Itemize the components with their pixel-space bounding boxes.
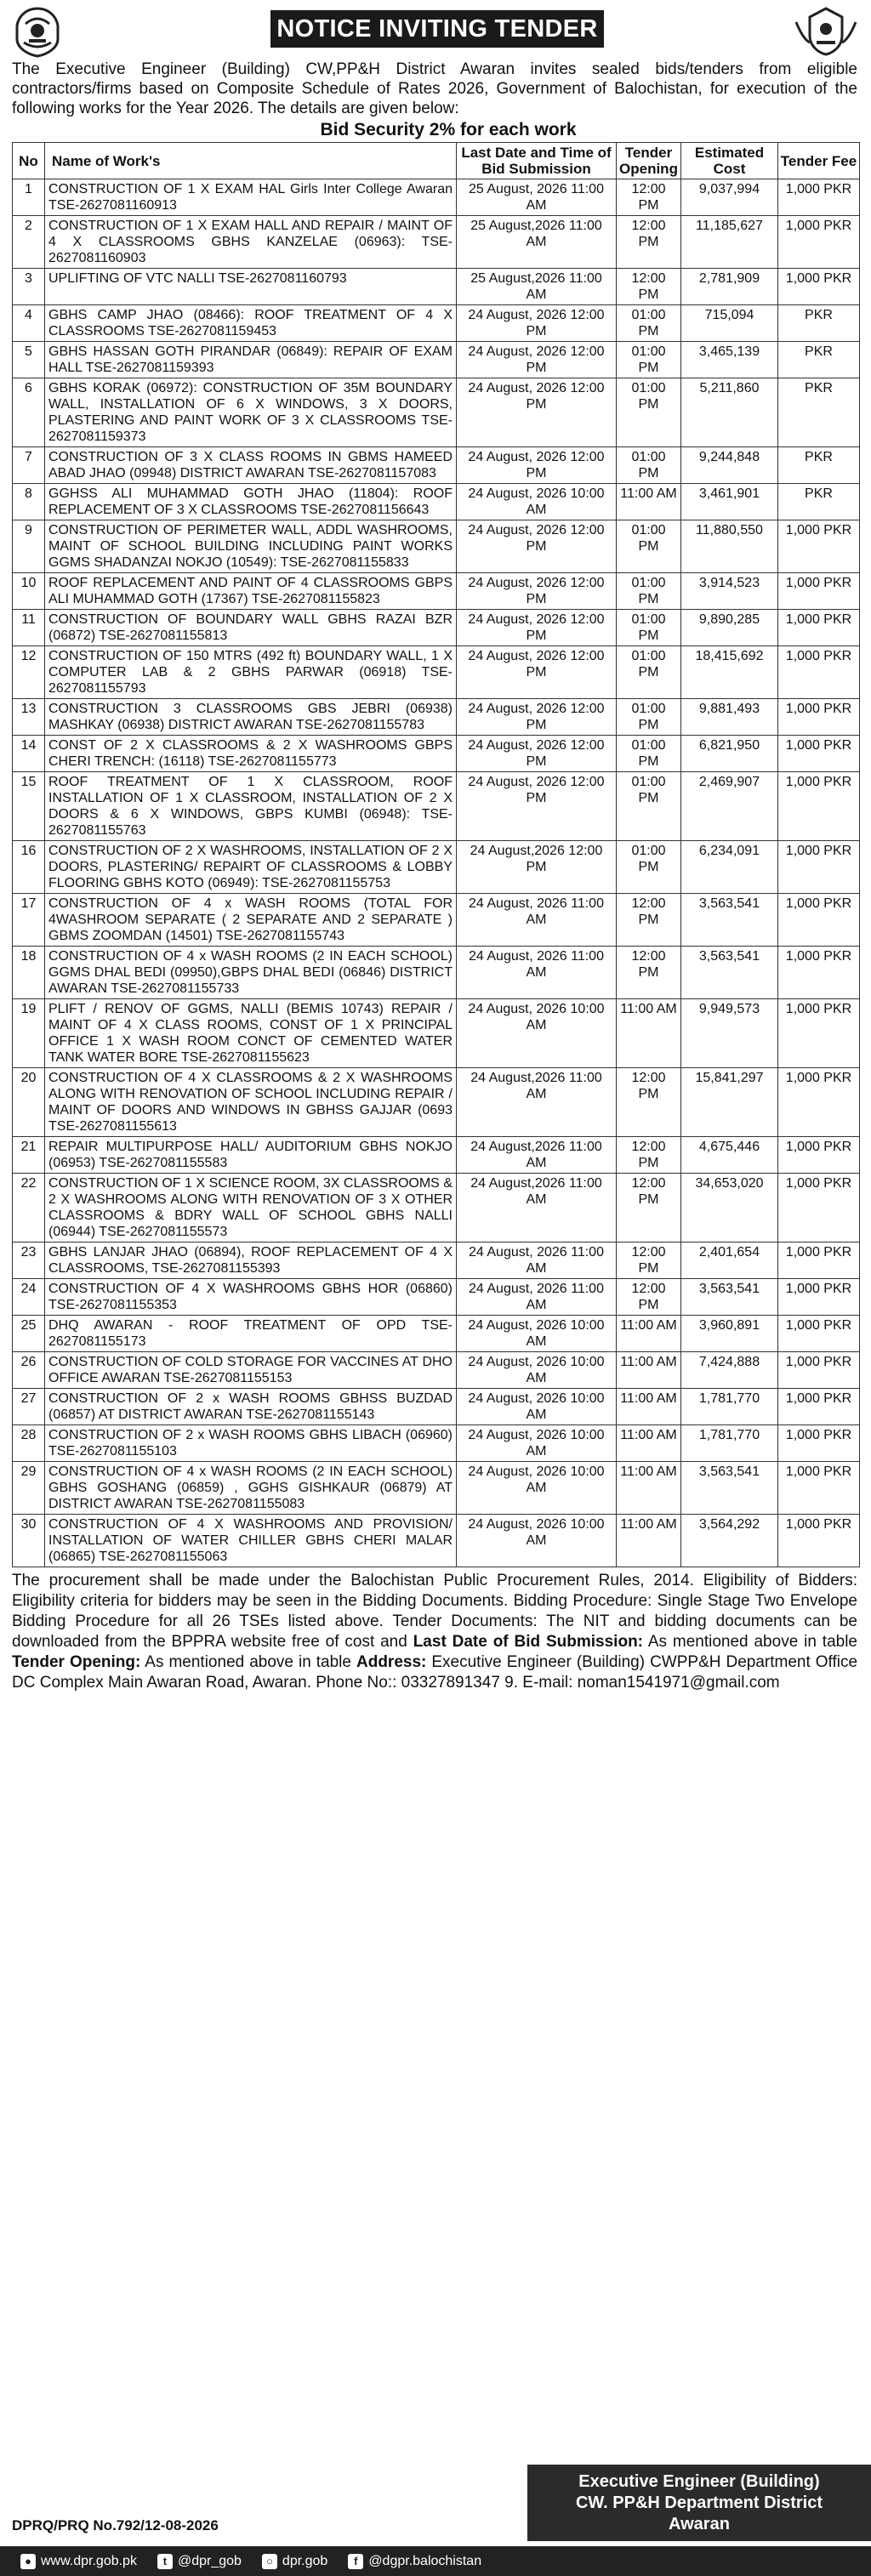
row-tender-fee: 1,000 PKR	[778, 610, 860, 646]
col-header-fee: Tender Fee	[778, 143, 860, 179]
row-tender-fee: 1,000 PKR	[778, 520, 860, 573]
col-header-date: Last Date and Time of Bid Submission	[457, 143, 617, 179]
row-no: 30	[13, 1515, 45, 1567]
table-row	[13, 699, 860, 736]
row-opening-time: 01:00 PM	[617, 841, 681, 894]
row-tender-fee: PKR	[778, 378, 860, 447]
row-work-name: GBHS HASSAN GOTH PIRANDAR (06849): REPAIR OF EXAM HALL TSE-2627081159393	[45, 342, 457, 378]
row-tender-fee: 1,000 PKR	[778, 841, 860, 894]
table-row	[13, 1389, 860, 1425]
row-tender-fee: 1,000 PKR	[778, 216, 860, 269]
row-no: 18	[13, 947, 45, 999]
row-estimated-cost: 4,675,446	[681, 1137, 778, 1174]
row-work-name: CONSTRUCTION OF 3 X CLASS ROOMS IN GBMS HAMEED ABAD JHAO (09948) DISTRICT AWARAN TSE-2627081157083	[45, 447, 457, 484]
table-row	[13, 305, 860, 342]
row-opening-time: 01:00 PM	[617, 736, 681, 772]
row-estimated-cost: 5,211,860	[681, 378, 778, 447]
twitter-icon: t	[157, 2554, 173, 2569]
row-work-name: CONST OF 2 X CLASSROOMS & 2 X WASHROOMS GBPS CHERI TRENCH: (16118) TSE-2627081155773	[45, 736, 457, 772]
row-deadline: 24 August,2026 11:00 AM	[457, 1068, 617, 1137]
row-estimated-cost: 6,234,091	[681, 841, 778, 894]
row-tender-fee: PKR	[778, 305, 860, 342]
col-header-name: Name of Work's	[45, 143, 457, 179]
row-estimated-cost: 3,563,541	[681, 1279, 778, 1316]
row-deadline: 24 August, 2026 12:00 PM	[457, 772, 617, 841]
row-no: 25	[13, 1316, 45, 1352]
table-row	[13, 1316, 860, 1352]
table-row	[13, 772, 860, 841]
row-opening-time: 12:00 PM	[617, 216, 681, 269]
row-work-name: CONSTRUCTION OF 150 MTRS (492 ft) BOUNDARY WALL, 1 X COMPUTER LAB & 2 GBHS PARWAR (06918) TSE-2627081155793	[45, 646, 457, 699]
row-opening-time: 01:00 PM	[617, 342, 681, 378]
table-row	[13, 610, 860, 646]
facebook-icon: f	[348, 2554, 363, 2569]
row-work-name: UPLIFTING OF VTC NALLI TSE-2627081160793	[45, 269, 457, 305]
tender-table-body	[13, 179, 860, 1567]
row-tender-fee: 1,000 PKR	[778, 179, 860, 216]
row-opening-time: 12:00 PM	[617, 1068, 681, 1137]
website-text: www.dpr.gob.pk	[41, 2553, 137, 2568]
intro-paragraph: The Executive Engineer (Building) CW,PP&H District Awaran invites sealed bids/tenders from eligible contractors/firms based on Composite Schedule of Rates 2026, Government of Balochistan, for execution of the following works for the Year 2026. The details are given below:	[12, 60, 857, 117]
row-estimated-cost: 6,821,950	[681, 736, 778, 772]
table-row	[13, 520, 860, 573]
row-estimated-cost: 9,949,573	[681, 999, 778, 1068]
row-tender-fee: 1,000 PKR	[778, 1462, 860, 1515]
row-estimated-cost: 9,881,493	[681, 699, 778, 736]
table-row	[13, 1137, 860, 1174]
row-work-name: CONSTRUCTION OF PERIMETER WALL, ADDL WASHROOMS, MAINT OF SCHOOL BUILDING INCLUDING PAINT WORKS GGMS SHADANZAI NOKJO (10549): TSE-2627081155833	[45, 520, 457, 573]
row-tender-fee: 1,000 PKR	[778, 1279, 860, 1316]
row-tender-fee: 1,000 PKR	[778, 1316, 860, 1352]
row-deadline: 24 August, 2026 11:00 AM	[457, 1243, 617, 1279]
row-deadline: 25 August,2026 11:00 AM	[457, 269, 617, 305]
row-deadline: 24 August, 2026 12:00 PM	[457, 699, 617, 736]
row-estimated-cost: 2,401,654	[681, 1243, 778, 1279]
row-work-name: DHQ AWARAN - ROOF TREATMENT OF OPD TSE-2627081155173	[45, 1316, 457, 1352]
facebook-text: @dgpr.balochistan	[368, 2553, 482, 2568]
row-tender-fee: 1,000 PKR	[778, 699, 860, 736]
page-title: NOTICE INVITING TENDER	[270, 10, 604, 48]
row-estimated-cost: 3,563,541	[681, 1462, 778, 1515]
row-opening-time: 12:00 PM	[617, 1174, 681, 1243]
row-opening-time: 11:00 AM	[617, 1425, 681, 1462]
table-row	[13, 947, 860, 999]
row-deadline: 24 August, 2026 10:00 AM	[457, 999, 617, 1068]
row-estimated-cost: 15,841,297	[681, 1068, 778, 1137]
table-row	[13, 1174, 860, 1243]
row-no: 8	[13, 484, 45, 520]
row-opening-time: 01:00 PM	[617, 699, 681, 736]
row-work-name: CONSTRUCTION OF 4 x WASH ROOMS (2 IN EACH SCHOOL) GBHS GOSHANG (06859) , GGHS GISHKAUR (06879) AT DISTRICT AWARAN TSE-2627081155083	[45, 1462, 457, 1515]
row-no: 28	[13, 1425, 45, 1462]
row-no: 20	[13, 1068, 45, 1137]
row-tender-fee: 1,000 PKR	[778, 947, 860, 999]
row-work-name: CONSTRUCTION OF 1 X SCIENCE ROOM, 3X CLASSROOMS & 2 X WASHROOMS ALONG WITH RENOVATION OF 3 X OTHER CLASSROOMS & BDRY WALL OF SCHOOL GBHS NALLI (06944) TSE-2627081155573	[45, 1174, 457, 1243]
tender-opening-value: As mentioned above in table	[145, 1653, 351, 1671]
row-work-name: CONSTRUCTION OF 2 x WASH ROOMS GBHSS BUZDAD (06857) AT DISTRICT AWARAN TSE-2627081155143	[45, 1389, 457, 1425]
row-estimated-cost: 9,244,848	[681, 447, 778, 484]
row-no: 14	[13, 736, 45, 772]
row-opening-time: 01:00 PM	[617, 772, 681, 841]
row-no: 21	[13, 1137, 45, 1174]
government-crest-icon	[791, 5, 861, 58]
row-tender-fee: 1,000 PKR	[778, 999, 860, 1068]
row-tender-fee: 1,000 PKR	[778, 1389, 860, 1425]
row-deadline: 24 August, 2026 12:00 PM	[457, 646, 617, 699]
row-deadline: 24 August, 2026 10:00 AM	[457, 1462, 617, 1515]
row-tender-fee: 1,000 PKR	[778, 269, 860, 305]
table-row	[13, 646, 860, 699]
row-opening-time: 01:00 PM	[617, 447, 681, 484]
row-tender-fee: PKR	[778, 484, 860, 520]
table-row	[13, 1515, 860, 1567]
row-work-name: CONSTRUCTION OF 2 X WASHROOMS, INSTALLATION OF 2 X DOORS, PLASTERING/ REPAIRT OF CLASSROOMS & LOBBY FLOORING GBHS KOTO (06949): TSE-2627081155753	[45, 841, 457, 894]
row-tender-fee: 1,000 PKR	[778, 1352, 860, 1389]
row-tender-fee: 1,000 PKR	[778, 772, 860, 841]
row-deadline: 24 August, 2026 10:00 AM	[457, 1389, 617, 1425]
table-row	[13, 342, 860, 378]
row-no: 10	[13, 573, 45, 610]
row-opening-time: 11:00 AM	[617, 484, 681, 520]
row-tender-fee: 1,000 PKR	[778, 1137, 860, 1174]
row-no: 24	[13, 1279, 45, 1316]
row-no: 5	[13, 342, 45, 378]
row-estimated-cost: 3,914,523	[681, 573, 778, 610]
row-opening-time: 12:00 PM	[617, 894, 681, 947]
row-deadline: 25 August,2026 11:00 AM	[457, 216, 617, 269]
row-estimated-cost: 34,653,020	[681, 1174, 778, 1243]
row-opening-time: 12:00 PM	[617, 1279, 681, 1316]
row-work-name: CONSTRUCTION 3 CLASSROOMS GBS JEBRI (06938) MASHKAY (06938) DISTRICT AWARAN TSE-2627081155783	[45, 699, 457, 736]
row-tender-fee: 1,000 PKR	[778, 1425, 860, 1462]
row-deadline: 24 August, 2026 12:00 PM	[457, 520, 617, 573]
row-opening-time: 01:00 PM	[617, 646, 681, 699]
footer-paragraph	[0, 1567, 871, 1693]
row-work-name: GGHSS ALI MUHAMMAD GOTH JHAO (11804): ROOF REPLACEMENT OF 3 X CLASSROOMS TSE-2627081156643	[45, 484, 457, 520]
row-no: 26	[13, 1352, 45, 1389]
row-work-name: CONSTRUCTION OF 1 X EXAM HAL Girls Inter College Awaran TSE-2627081160913	[45, 179, 457, 216]
social-bar	[0, 2546, 871, 2576]
row-work-name: CONSTRUCTION OF BOUNDARY WALL GBHS RAZAI BZR (06872) TSE-2627081155813	[45, 610, 457, 646]
row-deadline: 24 August, 2026 12:00 PM	[457, 736, 617, 772]
row-work-name: CONSTRUCTION OF 4 x WASH ROOMS (2 IN EACH SCHOOL) GGMS DHAL BEDI (09950),GBPS DHAL BEDI (06846) DISTRICT AWARAN TSE-2627081155733	[45, 947, 457, 999]
row-opening-time: 11:00 AM	[617, 1316, 681, 1352]
last-date-value: As mentioned above in table	[647, 1633, 858, 1651]
row-opening-time: 12:00 PM	[617, 1243, 681, 1279]
row-no: 1	[13, 179, 45, 216]
table-row	[13, 1352, 860, 1389]
row-estimated-cost: 11,880,550	[681, 520, 778, 573]
row-opening-time: 01:00 PM	[617, 573, 681, 610]
row-deadline: 24 August,2026 11:00 AM	[457, 1174, 617, 1243]
row-tender-fee: 1,000 PKR	[778, 1174, 860, 1243]
row-opening-time: 11:00 AM	[617, 1515, 681, 1567]
row-opening-time: 11:00 AM	[617, 1462, 681, 1515]
globe-icon: ●	[20, 2554, 36, 2569]
row-opening-time: 01:00 PM	[617, 610, 681, 646]
row-work-name: CONSTRUCTION OF 4 X WASHROOMS GBHS HOR (06860) TSE-2627081155353	[45, 1279, 457, 1316]
table-row	[13, 1243, 860, 1279]
facebook-link[interactable]	[348, 2554, 481, 2569]
row-estimated-cost: 7,424,888	[681, 1352, 778, 1389]
col-header-cost: Estimated Cost	[681, 143, 778, 179]
table-row	[13, 179, 860, 216]
row-no: 11	[13, 610, 45, 646]
row-deadline: 24 August,2026 11:00 AM	[457, 1137, 617, 1174]
row-estimated-cost: 1,781,770	[681, 1425, 778, 1462]
row-estimated-cost: 3,960,891	[681, 1316, 778, 1352]
table-row	[13, 1462, 860, 1515]
row-tender-fee: 1,000 PKR	[778, 573, 860, 610]
table-header-row	[13, 143, 860, 179]
row-work-name: ROOF TREATMENT OF 1 X CLASSROOM, ROOF INSTALLATION OF 1 X CLASSROOM, INSTALLATION OF 2 X DOORS & 6 X WINDOWS, GBPS KUMBI (06948): TSE-2627081155763	[45, 772, 457, 841]
tender-table	[12, 142, 860, 1567]
table-row	[13, 216, 860, 269]
table-row	[13, 736, 860, 772]
row-deadline: 24 August, 2026 10:00 AM	[457, 1425, 617, 1462]
table-row	[13, 1068, 860, 1137]
signature-block	[527, 2465, 871, 2541]
row-tender-fee: 1,000 PKR	[778, 736, 860, 772]
row-tender-fee: 1,000 PKR	[778, 1068, 860, 1137]
row-tender-fee: 1,000 PKR	[778, 1515, 860, 1567]
table-row	[13, 1425, 860, 1462]
table-row	[13, 269, 860, 305]
last-date-label: Last Date of Bid Submission:	[413, 1633, 644, 1651]
row-no: 22	[13, 1174, 45, 1243]
signature-line-1: Executive Engineer (Building)	[578, 2472, 820, 2491]
row-estimated-cost: 3,563,541	[681, 894, 778, 947]
row-opening-time: 12:00 PM	[617, 947, 681, 999]
table-row	[13, 999, 860, 1068]
row-tender-fee: 1,000 PKR	[778, 1243, 860, 1279]
row-deadline: 24 August, 2026 12:00 PM	[457, 610, 617, 646]
row-no: 15	[13, 772, 45, 841]
row-deadline: 24 August, 2026 12:00 PM	[457, 573, 617, 610]
row-work-name: CONSTRUCTION OF 4 x WASH ROOMS (TOTAL FOR 4WASHROOM SEPARATE ( 2 SEPARATE AND 2 SEPARATE ) GBMS ZOOMDAN (14501) TSE-2627081155743	[45, 894, 457, 947]
twitter-link[interactable]	[157, 2554, 242, 2569]
table-row	[13, 573, 860, 610]
row-no: 12	[13, 646, 45, 699]
instagram-text: dpr.gob	[282, 2553, 328, 2568]
row-opening-time: 01:00 PM	[617, 305, 681, 342]
row-estimated-cost: 9,037,994	[681, 179, 778, 216]
row-opening-time: 11:00 AM	[617, 1352, 681, 1389]
signature-line-2: CW. PP&H Department District	[575, 2494, 823, 2512]
table-row	[13, 378, 860, 447]
row-no: 7	[13, 447, 45, 484]
balochistan-emblem-icon	[10, 5, 65, 58]
row-work-name: PLIFT / RENOV OF GGMS, NALLI (BEMIS 10743) REPAIR / MAINT OF 4 X CLASS ROOMS, CONST OF 1 X PRINCIPAL OFFICE 1 X WASH ROOM CONCT OF CEMENTED WATER TANK WATER BORE TSE-2627081155623	[45, 999, 457, 1068]
table-row	[13, 484, 860, 520]
row-opening-time: 01:00 PM	[617, 520, 681, 573]
row-opening-time: 12:00 PM	[617, 179, 681, 216]
row-estimated-cost: 3,563,541	[681, 947, 778, 999]
notice-header	[0, 0, 871, 60]
row-estimated-cost: 18,415,692	[681, 646, 778, 699]
row-no: 4	[13, 305, 45, 342]
row-work-name: CONSTRUCTION OF 2 x WASH ROOMS GBHS LIBACH (06960) TSE-2627081155103	[45, 1425, 457, 1462]
row-no: 3	[13, 269, 45, 305]
row-deadline: 24 August, 2026 12:00 PM	[457, 378, 617, 447]
row-no: 27	[13, 1389, 45, 1425]
row-work-name: ROOF REPLACEMENT AND PAINT OF 4 CLASSROOMS GBPS ALI MUHAMMAD GOTH (17367) TSE-2627081155823	[45, 573, 457, 610]
row-no: 2	[13, 216, 45, 269]
row-deadline: 25 August, 2026 11:00 AM	[457, 179, 617, 216]
row-estimated-cost: 3,564,292	[681, 1515, 778, 1567]
row-tender-fee: 1,000 PKR	[778, 894, 860, 947]
instagram-link[interactable]	[262, 2554, 327, 2569]
row-no: 9	[13, 520, 45, 573]
row-tender-fee: PKR	[778, 447, 860, 484]
row-estimated-cost: 11,185,627	[681, 216, 778, 269]
row-deadline: 24 August, 2026 10:00 AM	[457, 1515, 617, 1567]
row-no: 17	[13, 894, 45, 947]
procurement-text: The procurement shall be made under the Balochistan Public Procurement Rules, 2014. Eligibility of Bidders: Eligibility criteria for bidders may be seen in the Bidding Documents. Bidding Procedure: Single Stage Two Envelope Bidding Procedure for all 26 TSEs listed above. Tender Documents: The NIT and bidding documents can be downloaded from the BPPRA website free of cost and	[12, 1572, 857, 1651]
row-estimated-cost: 1,781,770	[681, 1389, 778, 1425]
signature-line-3: Awaran	[669, 2515, 730, 2533]
row-opening-time: 11:00 AM	[617, 1389, 681, 1425]
row-no: 6	[13, 378, 45, 447]
row-no: 13	[13, 699, 45, 736]
row-deadline: 24 August, 2026 11:00 AM	[457, 1279, 617, 1316]
website-link[interactable]	[20, 2554, 137, 2569]
address-label: Address:	[356, 1653, 427, 1671]
row-work-name: GBHS CAMP JHAO (08466): ROOF TREATMENT OF 4 X CLASSROOMS TSE-2627081159453	[45, 305, 457, 342]
row-no: 16	[13, 841, 45, 894]
row-no: 23	[13, 1243, 45, 1279]
row-work-name: CONSTRUCTION OF 1 X EXAM HALL AND REPAIR / MAINT OF 4 X CLASSROOMS GBHS KANZELAE (06963): TSE-2627081160903	[45, 216, 457, 269]
row-work-name: CONSTRUCTION OF COLD STORAGE FOR VACCINES AT DHO OFFICE AWARAN TSE-2627081155153	[45, 1352, 457, 1389]
row-tender-fee: 1,000 PKR	[778, 646, 860, 699]
row-opening-time: 12:00 PM	[617, 1137, 681, 1174]
row-tender-fee: PKR	[778, 342, 860, 378]
row-work-name: GBHS KORAK (06972): CONSTRUCTION OF 35M BOUNDARY WALL, INSTALLATION OF 6 X WINDOWS, 3 X DOORS, PLASTERING AND PAINT WORK OF 3 X CLASSROOMS TSE-2627081159373	[45, 378, 457, 447]
row-estimated-cost: 2,469,907	[681, 772, 778, 841]
row-deadline: 24 August, 2026 10:00 AM	[457, 1316, 617, 1352]
col-header-no: No	[13, 143, 45, 179]
row-deadline: 24 August,2026 12:00 PM	[457, 841, 617, 894]
row-work-name: GBHS LANJAR JHAO (06894), ROOF REPLACEMENT OF 4 X CLASSROOMS, TSE-2627081155393	[45, 1243, 457, 1279]
row-work-name: REPAIR MULTIPURPOSE HALL/ AUDITORIUM GBHS NOKJO (06953) TSE-2627081155583	[45, 1137, 457, 1174]
row-no: 19	[13, 999, 45, 1068]
row-opening-time: 01:00 PM	[617, 378, 681, 447]
row-estimated-cost: 715,094	[681, 305, 778, 342]
address-value: Executive Engineer (Building) CWPP&H Department Office DC Complex Main Awaran Road, Awaran. Phone No:: 03327891347 9. E-mail: noman1541971@gmail.com	[12, 1653, 858, 1692]
row-estimated-cost: 3,465,139	[681, 342, 778, 378]
table-row	[13, 1279, 860, 1316]
row-deadline: 24 August, 2026 10:00 AM	[457, 1352, 617, 1389]
row-estimated-cost: 2,781,909	[681, 269, 778, 305]
row-deadline: 24 August, 2026 12:00 PM	[457, 447, 617, 484]
table-row	[13, 894, 860, 947]
row-deadline: 24 August, 2026 10:00 AM	[457, 484, 617, 520]
tender-opening-label: Tender Opening:	[12, 1653, 141, 1671]
row-opening-time: 11:00 AM	[617, 999, 681, 1068]
row-work-name: CONSTRUCTION OF 4 X CLASSROOMS & 2 X WASHROOMS ALONG WITH RENOVATION OF SCHOOL INCLUDING REPAIR / MAINT OF DOORS AND WINDOWS IN GBHSS GAJJAR (0693 TSE-2627081155613	[45, 1068, 457, 1137]
row-deadline: 24 August, 2026 11:00 AM	[457, 947, 617, 999]
twitter-text: @dpr_gob	[177, 2553, 242, 2568]
table-row	[13, 841, 860, 894]
row-deadline: 24 August, 2026 11:00 AM	[457, 894, 617, 947]
table-row	[13, 447, 860, 484]
col-header-opening: Tender Opening	[617, 143, 681, 179]
bid-security-subtitle: Bid Security 2% for each work	[320, 120, 577, 139]
reference-number: DPRQ/PRQ No.792/12-08-2026	[12, 2517, 219, 2533]
row-deadline: 24 August, 2026 12:00 PM	[457, 305, 617, 342]
row-estimated-cost: 9,890,285	[681, 610, 778, 646]
row-opening-time: 12:00 PM	[617, 269, 681, 305]
instagram-icon: ○	[262, 2554, 277, 2569]
row-work-name: CONSTRUCTION OF 4 X WASHROOMS AND PROVISION/ INSTALLATION OF WATER CHILLER GBHS CHERI MALAR (06865) TSE-2627081155063	[45, 1515, 457, 1567]
row-estimated-cost: 3,461,901	[681, 484, 778, 520]
row-no: 29	[13, 1462, 45, 1515]
row-deadline: 24 August, 2026 12:00 PM	[457, 342, 617, 378]
